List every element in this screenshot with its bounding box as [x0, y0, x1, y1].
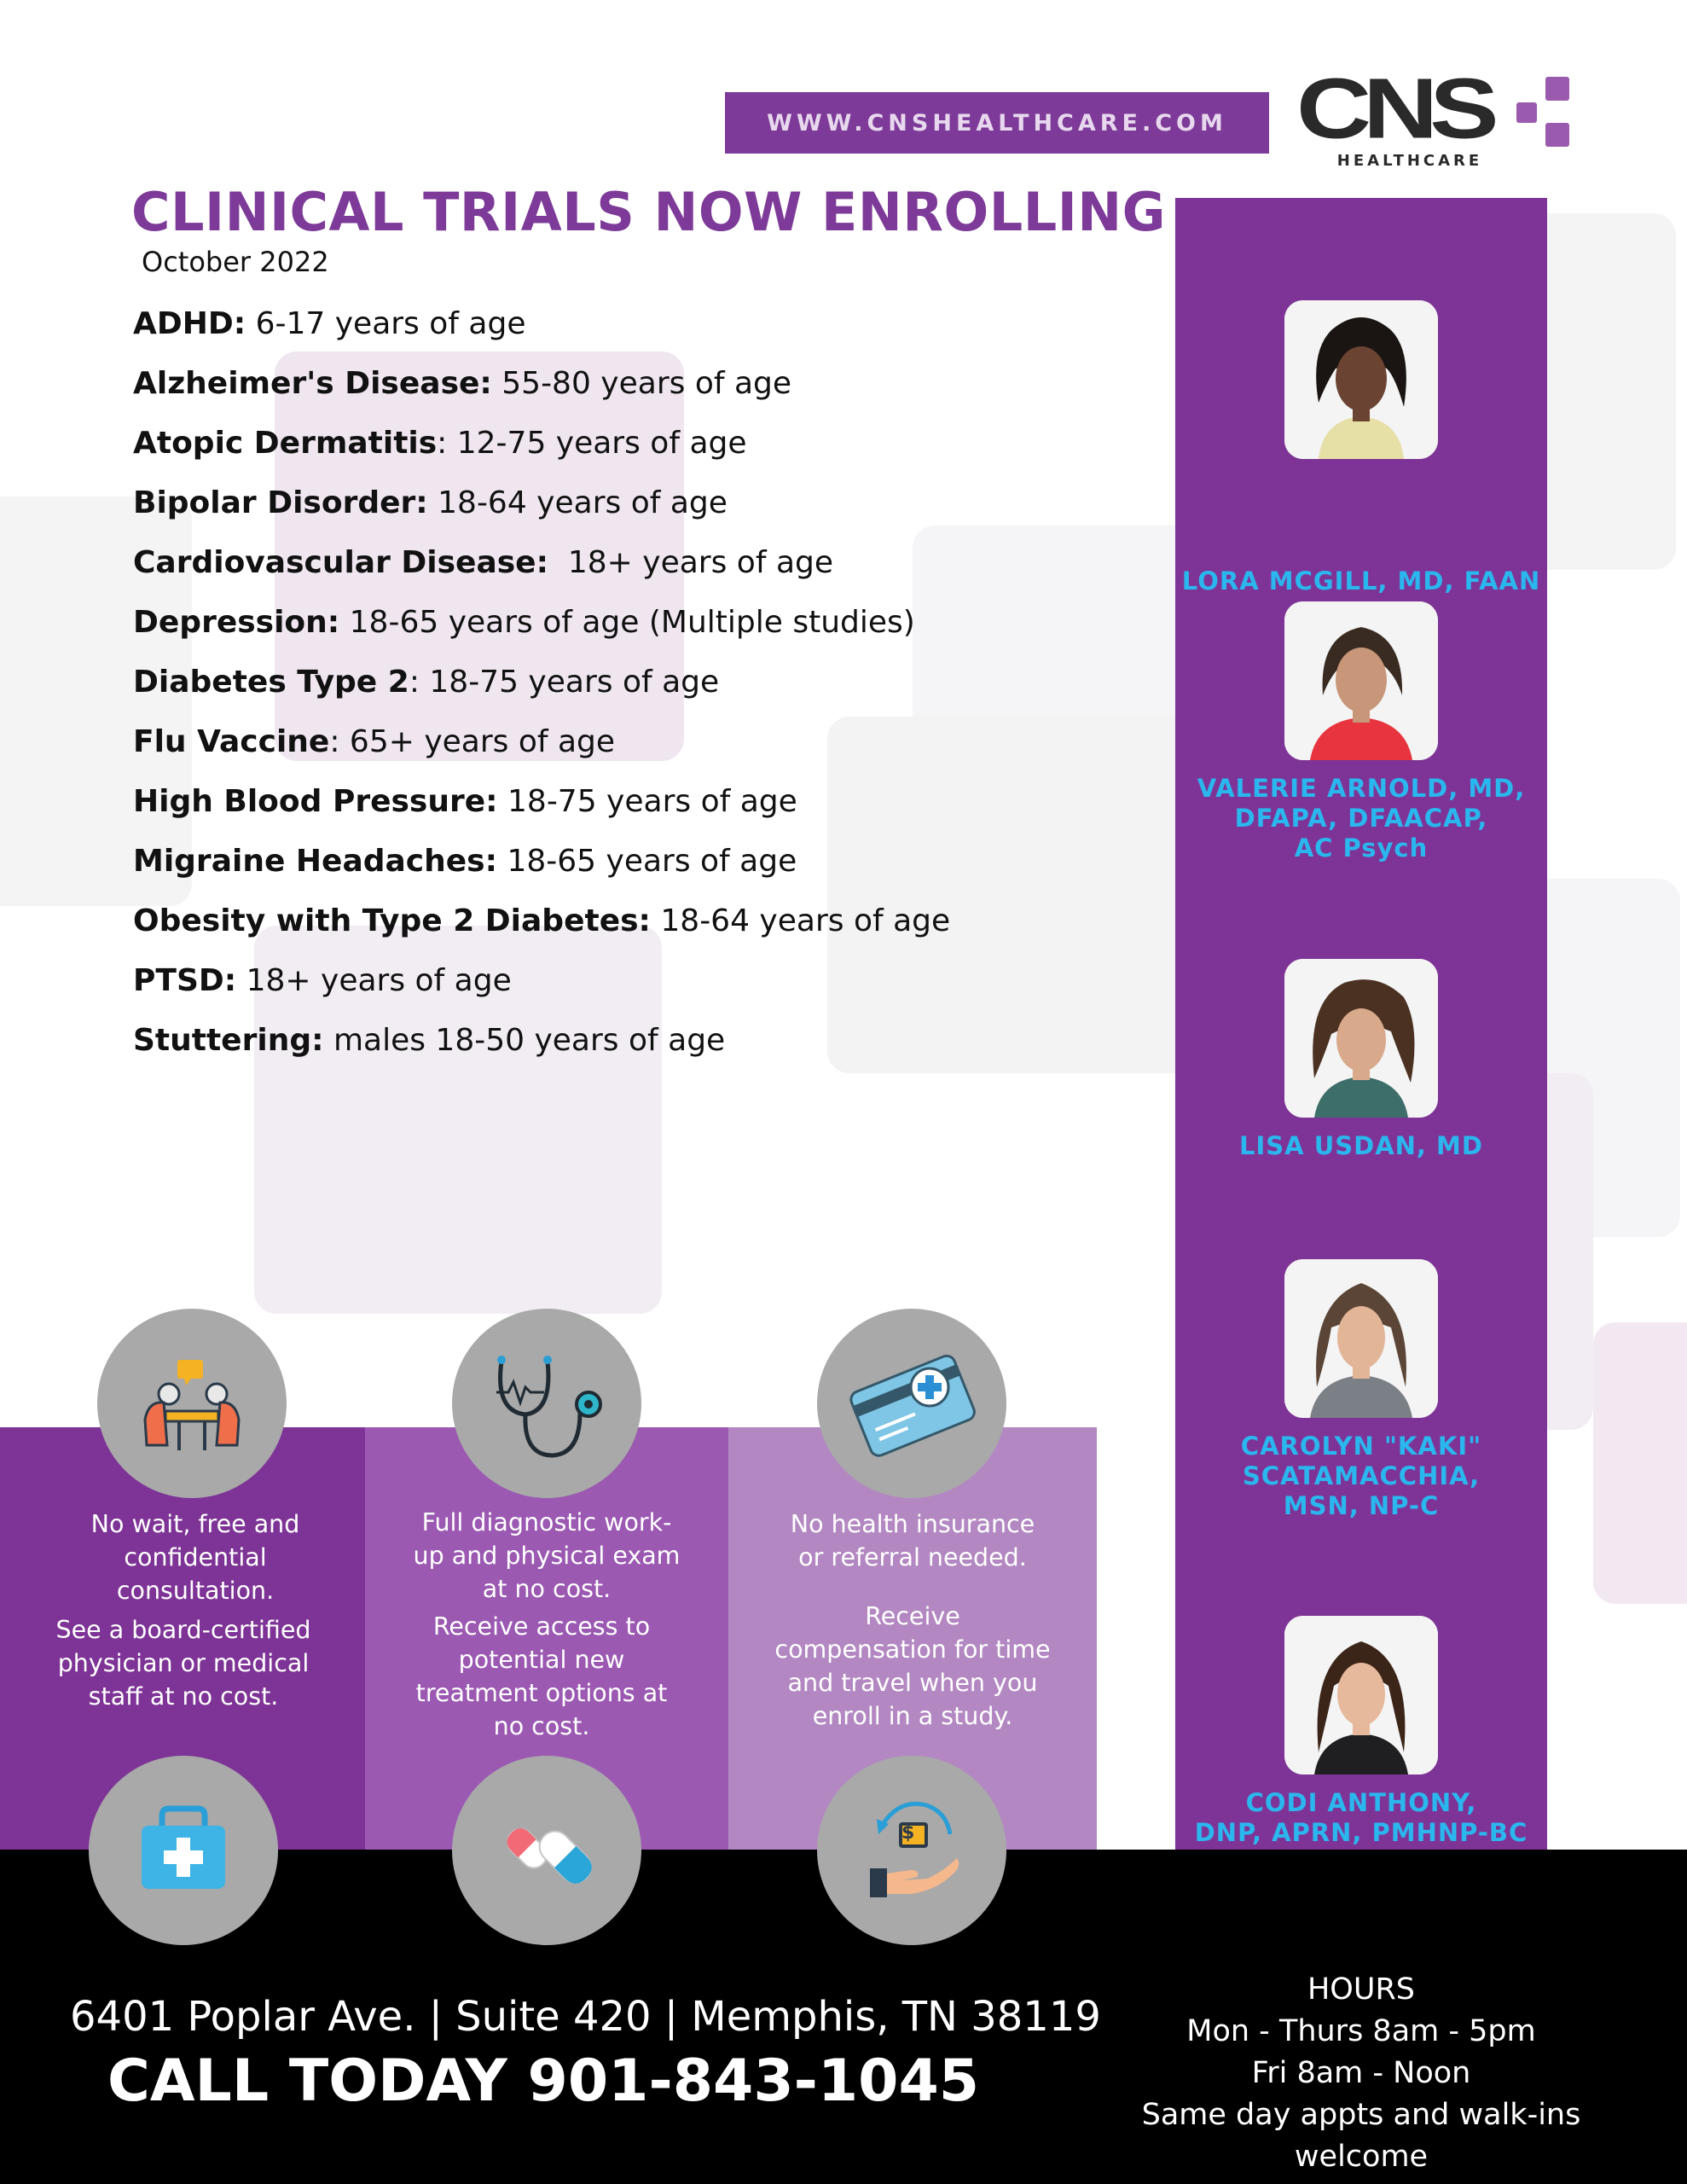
doctor-photo: [1284, 959, 1438, 1118]
trial-age-range: 18-64 years of age: [650, 903, 951, 938]
money-hand-icon: [817, 1756, 1006, 1945]
trial-age-range: 6-17 years of age: [246, 306, 526, 341]
trial-age-range: 18-65 years of age (Multiple studies): [339, 605, 915, 640]
trial-condition: Atopic Dermatitis: [133, 426, 438, 461]
benefit-text: Receive access to potential new treatment options at no cost.: [415, 1612, 668, 1740]
first-aid-kit-icon: [89, 1756, 278, 1945]
trial-item: [133, 602, 950, 662]
trial-condition: Depression:: [133, 605, 340, 640]
logo-subtext: HEALTHCARE: [1336, 152, 1483, 170]
trial-condition: PTSD:: [133, 963, 237, 998]
doctor-column: [1175, 198, 1547, 1942]
trial-condition: Migraine Headaches:: [133, 844, 498, 879]
trial-item: [133, 901, 950, 961]
trial-item: [133, 423, 950, 483]
trial-item: [133, 363, 950, 423]
trial-age-range: : 18-75 years of age: [409, 665, 720, 700]
trial-item: [133, 781, 950, 841]
benefit-text: See a board-certified physician or medical staff at no cost.: [55, 1616, 311, 1711]
trial-condition: Stuttering:: [133, 1023, 324, 1058]
doctor-photo: [1284, 1259, 1438, 1418]
trial-condition: Obesity with Type 2 Diabetes:: [133, 903, 651, 938]
trial-age-range: : 65+ years of age: [329, 724, 616, 759]
benefit-text: No health insurance or referral needed.: [790, 1510, 1035, 1571]
trial-item: [133, 304, 950, 363]
pills-icon: [452, 1756, 641, 1945]
trial-age-range: 18-64 years of age: [427, 485, 728, 520]
logo-square: [1516, 102, 1537, 123]
trial-age-range: : 12-75 years of age: [437, 426, 747, 461]
trial-condition: Bipolar Disorder:: [133, 485, 428, 520]
logo-square: [1545, 123, 1569, 147]
trial-condition: Diabetes Type 2: [133, 665, 409, 700]
doctor-name: LISA USDAN, MD: [1239, 1131, 1483, 1160]
call-to-action-phone[interactable]: CALL TODAY 901-843-1045: [107, 2048, 980, 2115]
cns-logo: [1296, 61, 1578, 172]
trial-item: [133, 961, 950, 1020]
trial-condition: High Blood Pressure:: [133, 784, 498, 819]
trial-condition: Cardiovascular Disease:: [133, 545, 548, 580]
benefit-text: No wait, free and confidential consultation.: [90, 1510, 300, 1605]
trial-age-range: 55-80 years of age: [491, 366, 792, 401]
trial-age-range: 18-65 years of age: [497, 844, 797, 879]
logo-text: CNS: [1296, 61, 1491, 156]
insurance-card-icon: [817, 1309, 1006, 1498]
trial-condition: Flu Vaccine: [133, 724, 330, 759]
website-url[interactable]: WWW.CNSHEALTHCARE.COM: [767, 109, 1227, 136]
trial-item: [133, 1020, 950, 1080]
trial-age-range: 18-75 years of age: [497, 784, 797, 819]
website-banner[interactable]: [725, 92, 1269, 154]
dollar-sign: $: [901, 1822, 915, 1844]
doctor-photo: [1284, 601, 1438, 760]
doctor-name: VALERIE ARNOLD, MD, DFAPA, DFAACAP, AC Psych: [1197, 774, 1526, 863]
consultation-icon: [97, 1309, 287, 1498]
trial-condition: Alzheimer's Disease:: [133, 366, 492, 401]
benefit-text: Full diagnostic work- up and physical exam at no cost.: [413, 1508, 681, 1603]
trial-item: [133, 543, 950, 602]
stethoscope-icon: [452, 1309, 641, 1498]
trial-item: [133, 483, 950, 543]
trial-condition: ADHD:: [133, 306, 246, 341]
trial-age-range: 18+ years of age: [236, 963, 512, 998]
issue-date: October 2022: [142, 246, 329, 278]
logo-square: [1545, 77, 1569, 101]
page-title: CLINICAL TRIALS NOW ENROLLING: [131, 181, 1167, 243]
background-block: [1527, 213, 1676, 570]
office-hours: HOURS Mon - Thurs 8am - 5pm Fri 8am - Noon Same day appts and walk-ins welcome: [1141, 1972, 1581, 2174]
doctor-name: CODI ANTHONY, DNP, APRN, PMHNP-BC: [1194, 1788, 1528, 1847]
doctor-photo: [1284, 300, 1438, 459]
background-block: [1593, 1322, 1687, 1604]
trial-item: [133, 662, 950, 722]
doctor-name: LORA MCGILL, MD, FAAN: [1181, 566, 1541, 595]
trial-item: [133, 841, 950, 901]
trial-age-range: males 18-50 years of age: [323, 1023, 726, 1058]
benefit-text: Receive compensation for time and travel when you enroll in a study.: [774, 1602, 1051, 1730]
trial-age-range: 18+ years of age: [548, 545, 834, 580]
clinic-address: 6401 Poplar Ave. | Suite 420 | Memphis, TN 38119: [70, 1993, 1101, 2041]
doctor-name: CAROLYN "KAKI" SCATAMACCHIA, MSN, NP-C: [1240, 1432, 1482, 1520]
trial-item: [133, 722, 950, 781]
trial-list: [133, 304, 950, 1080]
doctor-photo: [1284, 1616, 1438, 1774]
